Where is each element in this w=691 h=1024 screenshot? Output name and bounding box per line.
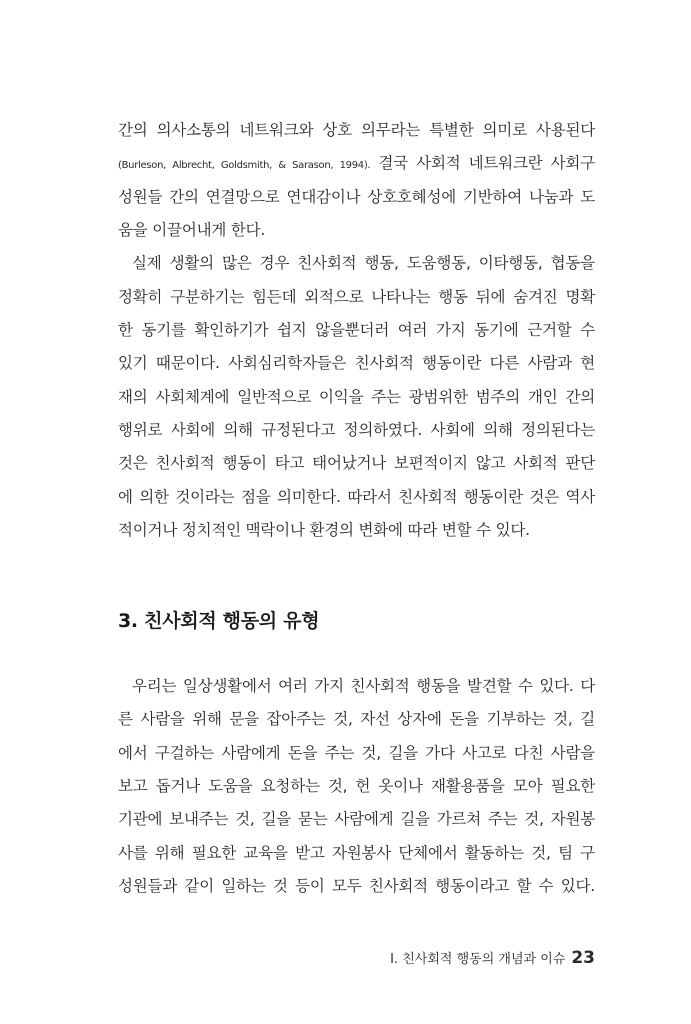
- paragraph1-line4: 움을 이끌어내게 한다.: [118, 221, 266, 239]
- paragraph2-line: 적이거나 정치적인 맥락이나 환경의 변화에 따라 변할 수 있다.: [118, 521, 530, 539]
- page-footer: [390, 948, 595, 968]
- chapter-title: I. 친사회적 행동의 개념과 이슈: [390, 952, 566, 967]
- paragraph2-line: 행위로 사회에 의해 규정된다고 정의하였다. 사회에 의해 정의된다는: [118, 421, 595, 439]
- paragraph3-line: 에서 구걸하는 사람에게 돈을 주는 것, 길을 가다 사고로 다친 사람을: [118, 744, 595, 762]
- paragraph2-line: 정확히 구분하기는 힘든데 외적으로 나타나는 행동 뒤에 숨겨진 명확: [118, 288, 595, 306]
- paragraph1-line2-text: 결국 사회적 네트워크란 사회구: [370, 154, 595, 172]
- paragraph2-line: 것은 친사회적 행동이 타고 태어났거나 보편적이지 않고 사회적 판단: [118, 454, 595, 472]
- paragraph1-line1: 간의 의사소통의 네트워크와 상호 의무라는 특별한 의미로 사용된다: [118, 121, 595, 139]
- paragraph1-line3: 성원들 간의 연결망으로 연대감이나 상호호혜성에 기반하여 나눔과 도: [118, 188, 595, 206]
- paragraph2-line: 한 동기를 확인하기가 쉽지 않을뿐더러 여러 가지 동기에 근거할 수: [118, 321, 595, 339]
- paragraph2-line: 있기 때문이다. 사회심리학자들은 친사회적 행동이란 다른 사람과 현: [118, 354, 595, 372]
- paragraph3-line: 성원들과 같이 일하는 것 등이 모두 친사회적 행동이라고 할 수 있다.: [118, 877, 595, 895]
- paragraph3-line: 우리는 일상생활에서 여러 가지 친사회적 행동을 발견할 수 있다. 다: [132, 677, 595, 695]
- page-number: 23: [571, 948, 595, 968]
- paragraph2-line: 에 의한 것이라는 점을 의미한다. 따라서 친사회적 행동이란 것은 역사: [118, 488, 595, 506]
- paragraph3-line: 기관에 보내주는 것, 길을 묻는 사람에게 길을 가르쳐 주는 것, 자원봉: [118, 810, 595, 828]
- paragraph3-line: 보고 돕거나 도움을 요청하는 것, 헌 옷이나 재활용품을 모아 필요한: [118, 777, 595, 795]
- paragraph2-line: 실제 생활의 많은 경우 친사회적 행동, 도움행동, 이타행동, 협동을: [132, 254, 595, 272]
- paragraph1-line2: [118, 153, 595, 176]
- citation: (Burleson, Albrecht, Goldsmith, & Sarason, 1994).: [118, 160, 371, 171]
- paragraph3-line: 사를 위해 필요한 교육을 받고 자원봉사 단체에서 활동하는 것, 팀 구: [118, 844, 595, 862]
- paragraph2-line: 재의 사회체계에 일반적으로 이익을 주는 광범위한 범주의 개인 간의: [118, 388, 595, 406]
- paragraph3-line: 른 사람을 위해 문을 잡아주는 것, 자선 상자에 돈을 기부하는 것, 길: [118, 710, 595, 728]
- section-heading: 3. 친사회적 행동의 유형: [118, 610, 320, 632]
